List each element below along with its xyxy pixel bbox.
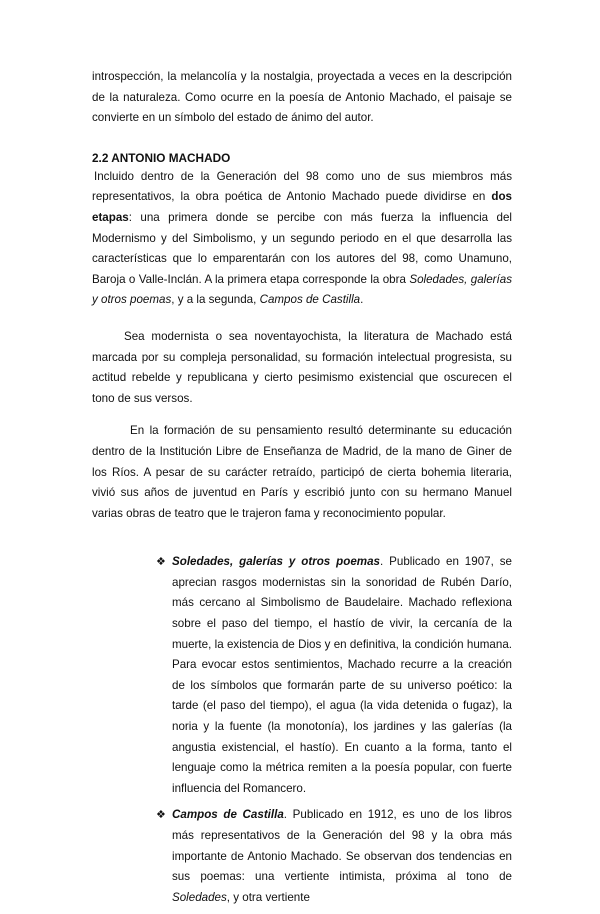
p1-work-title-2: Campos de Castilla bbox=[259, 293, 361, 307]
work-description: . Publicado en 1907, se aprecian rasgos modernistas sin la sonoridad de Rubén Darío, más cercano al Simbolismo de Baudelaire. Machado reflexiona sobre el paso del tiempo, el hastío de vivir, la cercanía de la muerte, la existencia de Dios y en definitiva, la condición humana. Para evocar estos sentimientos, Machado recurre a la creación de los símbolos que formarán parte de su universo poético: la tarde (el paso del tiempo), el agua (la vida detenida o fugaz), la noria y la fuente (la monotonía), los jardines y las galerías (la angustia existencial, el hastío). En cuanto a la forma, tanto el lenguaje como la métrica remiten a la poesía popular, con fuerte influencia del Romancero. bbox=[172, 555, 512, 795]
p1-text-d: . bbox=[360, 293, 364, 307]
document-page bbox=[92, 67, 512, 914]
p1-bold-phrase: dos etapas bbox=[92, 190, 512, 224]
work-description-b: , y otra vertiente bbox=[226, 890, 310, 904]
work-title: Campos de Castilla bbox=[172, 808, 284, 822]
intro-paragraph: introspección, la melancolía y la nostalgia, proyectada a veces en la descripción de la naturaleza. Como ocurre en la poesía de Antonio Machado, el paisaje se convierte en un símbolo del estado de ánimo del autor. bbox=[92, 70, 512, 125]
section-paragraph-1 bbox=[92, 167, 512, 311]
diamond-bullet-icon: ❖ bbox=[156, 556, 166, 569]
work-italic-title: Soledades bbox=[172, 890, 227, 904]
section-heading: 2.2 ANTONIO MACHADO bbox=[92, 150, 231, 165]
work-entry-2 bbox=[172, 805, 512, 908]
p1-work-title-1: Soledades, galerías y otros poemas bbox=[92, 272, 513, 307]
work-title: Soledades, galerías y otros poemas bbox=[172, 555, 380, 569]
section-paragraph-2: Sea modernista o sea noventayochista, la literatura de Machado está marcada por su compleja personalidad, su formación intelectual progresista, su actitud rebelde y republicana y cierto pesimismo existencial que oscurecen el tono de sus versos. bbox=[92, 329, 512, 405]
p1-text-c: , y a la segunda, bbox=[171, 293, 260, 307]
section-paragraph-3: En la formación de su pensamiento resultó determinante su educación dentro de la Institución Libre de Enseñanza de Madrid, de la mano de Giner de los Ríos. A pesar de su carácter retraído, participó de cierta bohemia literaria, vivió sus años de juventud en París y escribió junto con su hermano Manuel varias obras de teatro que le trajeron fama y reconocimiento popular. bbox=[92, 424, 512, 520]
p1-text-a: Incluido dentro de la Generación del 98 como uno de sus miembros más representativos, la obra poética de Antonio Machado puede dividirse en bbox=[92, 169, 512, 204]
work-entry-1 bbox=[172, 552, 512, 799]
works-list bbox=[92, 552, 512, 908]
diamond-bullet-icon: ❖ bbox=[156, 809, 166, 822]
p1-text-b: : una primera donde se percibe con más fuerza la influencia del Modernismo y del Simbolismo, y un segundo periodo en el que desarrolla las características que lo emparentarán con los autores del 98, como Unamuno, Baroja o Valle-Inclán. A la primera etapa corresponde la obra bbox=[92, 210, 512, 286]
work-description-a: . Publicado en 1912, es uno de los libros más representativos de la Generación del 98 y la obra más importante de Antonio Machado. Se observan dos tendencias en sus poemas: una vertiente intimista, próxima al tono de bbox=[172, 808, 512, 884]
list-item bbox=[92, 552, 512, 799]
list-item bbox=[92, 805, 512, 908]
